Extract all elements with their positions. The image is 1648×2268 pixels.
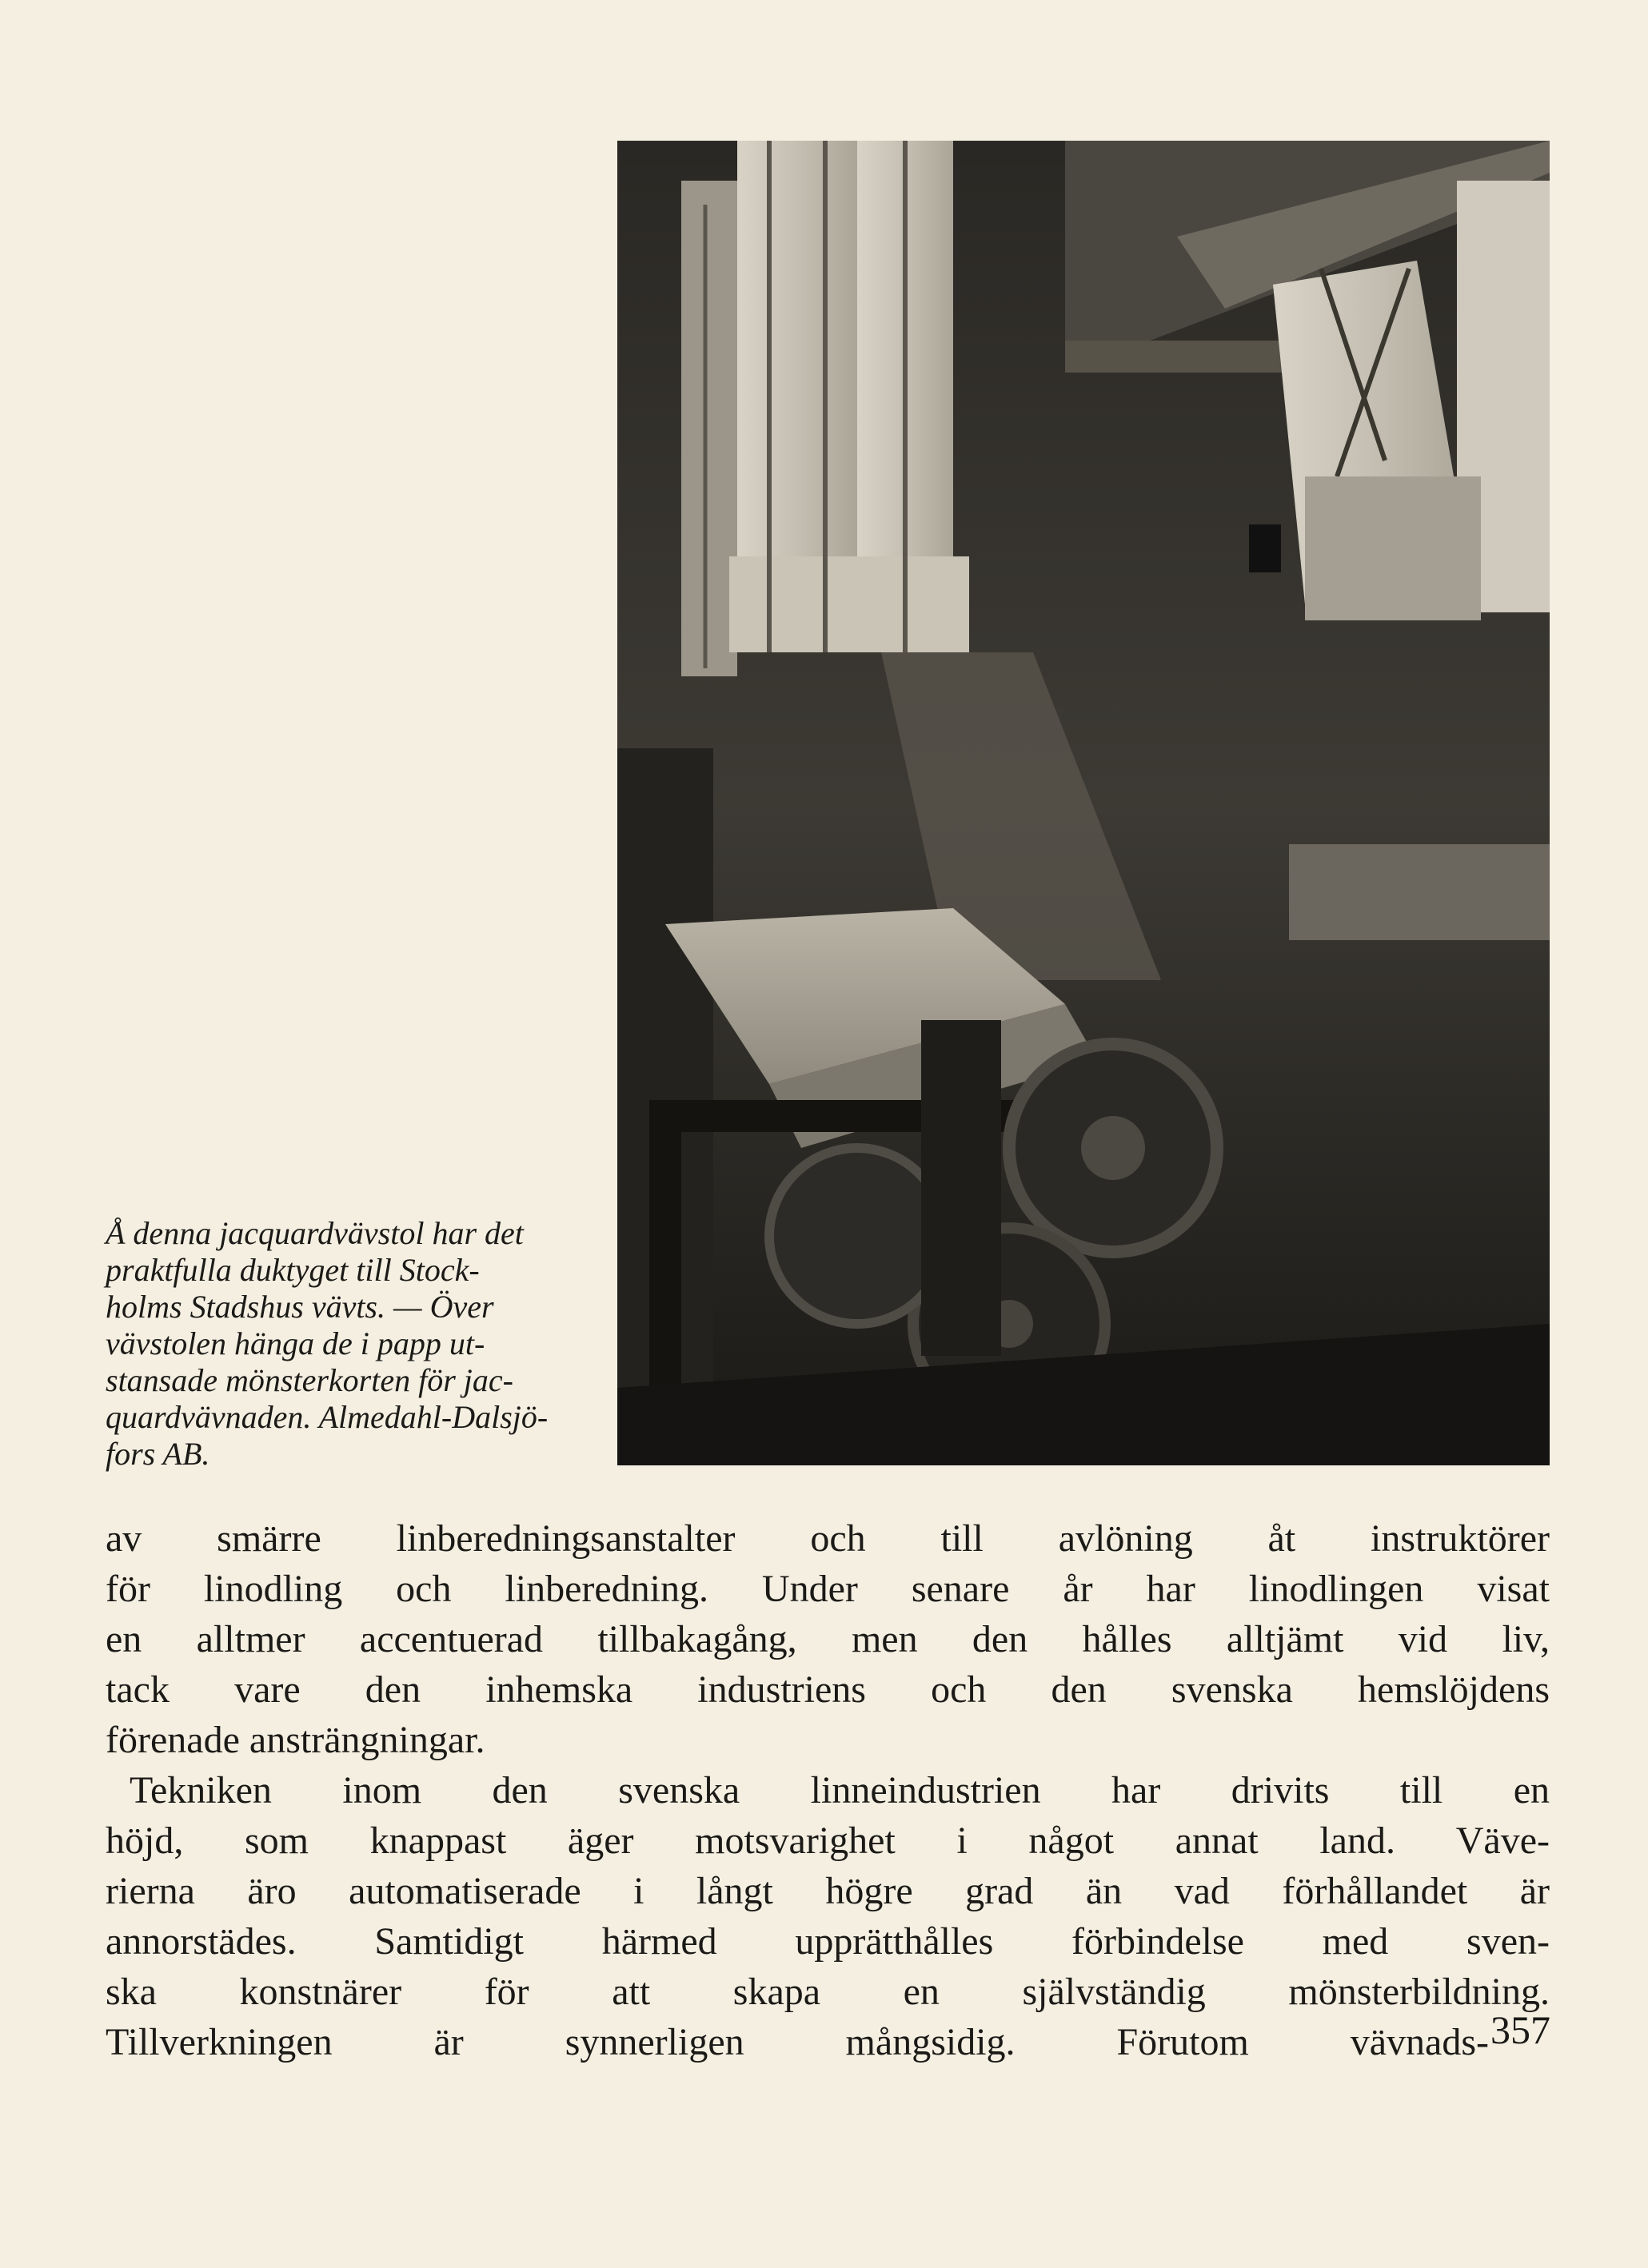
body-line: tack vare den inhemska industriens och den svenska hemslöjdens [106,1668,1550,1711]
show-through-marks [184,176,344,208]
photo-caption [106,1215,573,1473]
paragraph-1 [106,1513,1550,1765]
body-text [106,1513,1550,2067]
loom-photo [617,141,1550,1465]
body-line: ska konstnärer för att skapa en självständig mönsterbildning. [106,1971,1550,2013]
caption-line: praktfulla duktyget till Stock- [106,1252,480,1288]
body-line: Tillverkningen är synnerligen mångsidig. Förutom vävnads- [106,2021,1489,2063]
loom-photo-icon [617,141,1550,1465]
body-line: höjd, som knappast äger motsvarighet i något annat land. Väve- [106,1820,1550,1862]
caption-line: stansade mönsterkorten för jac- [106,1362,513,1398]
body-line: för linodling och linberedning. Under senare år har linodlingen visat [106,1568,1550,1610]
caption-line: quardvävnaden. Almedahl-Dalsjö- [106,1399,549,1435]
body-line: en alltmer accentuerad tillbakagång, men den hålles alltjämt vid liv, [106,1618,1550,1660]
caption-line: vävstolen hänga de i papp ut- [106,1325,485,1361]
body-line: Tekniken inom den svenska linneindustrien har drivits till en [130,1769,1550,1812]
caption-line: holms Stadshus vävts. — Över [106,1289,494,1325]
body-line: annorstädes. Samtidigt härmed upprätthålles förbindelse med sven- [106,1920,1550,1963]
paragraph-2 [106,1765,1550,2067]
body-line: förenade ansträngningar. [106,1719,485,1761]
body-line: rierna äro automatiserade i långt högre grad än vad förhållandet är [106,1870,1550,1912]
page-number: 357 [1490,2007,1550,2052]
caption-line: Å denna jacquardvävstol har det [106,1215,524,1251]
caption-line: fors AB. [106,1436,210,1472]
body-line: av smärre linberedningsanstalter och till avlöning åt instruktörer [106,1517,1550,1560]
